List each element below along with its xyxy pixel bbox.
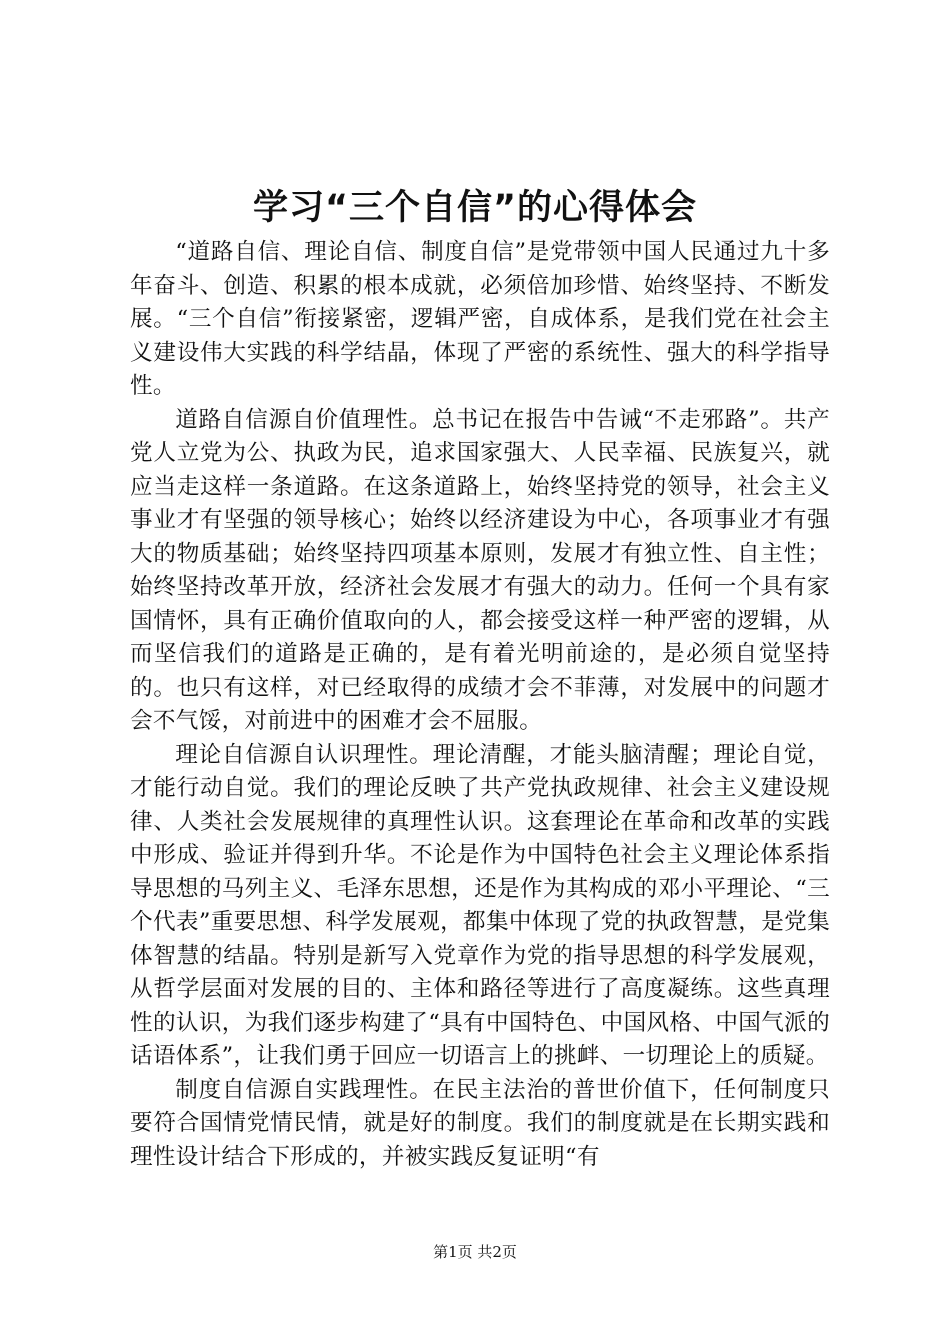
- document-title: 学习“三个自信”的心得体会: [252, 188, 697, 228]
- paragraph-system-confidence: 制度自信源自实践理性。在民主法治的普世价值下，任何制度只要符合国情党情民情，就是好的制度。我们的制度就是在长期实践和理性设计结合下形成的，并被实践反复证明“有: [130, 1076, 830, 1170]
- paragraph-theory-confidence: 理论自信源自认识理性。理论清醒，才能头脑清醒；理论自觉，才能行动自觉。我们的理论反映了共产党执政规律、社会主义建设规律、人类社会发展规律的真理性认识。这套理论在革命和改革的实践中形成、验证并得到升华。不论是作为中国特色社会主义理论体系指导思想的马列主义、毛泽东思想，还是作为其构成的邓小平理论、“三个代表”重要思想、科学发展观，都集中体现了党的执政智慧，是党集体智慧的结晶。特别是新写入党章作为党的指导思想的科学发展观，从哲学层面对发展的目的、主体和路径等进行了高度凝练。这些真理性的认识，为我们逐步构建了“具有中国特色、中国风格、中国气派的话语体系”，让我们勇于回应一切语言上的挑衅、一切理论上的质疑。: [130, 741, 830, 1069]
- paragraph-path-confidence: 道路自信源自价值理性。总书记在报告中告诫“不走邪路”。共产党人立党为公、执政为民，追求国家强大、人民幸福、民族复兴，就应当走这样一条道路。在这条道路上，始终坚持党的领导，社会主义事业才有坚强的领导核心；始终以经济建设为中心，各项事业才有强大的物质基础；始终坚持四项基本原则，发展才有独立性、自主性；始终坚持改革开放，经济社会发展才有强大的动力。任何一个具有家国情怀，具有正确价值取向的人，都会接受这样一种严密的逻辑，从而坚信我们的道路是正确的，是有着光明前途的，是必须自觉坚持的。也只有这样，对已经取得的成绩才会不菲薄，对发展中的问题才会不气馁，对前进中的困难才会不屈服。: [130, 406, 830, 734]
- document-body: [130, 236, 830, 1174]
- paragraph-intro: “道路自信、理论自信、制度自信”是党带领中国人民通过九十多年奋斗、创造、积累的根本成就，必须倍加珍惜、始终坚持、不断发展。“三个自信”衔接紧密，逻辑严密，自成体系，是我们党在社会主义建设伟大实践的科学结晶，体现了严密的系统性、强大的科学指导性。: [130, 239, 830, 399]
- page-footer: 第1页 共2页: [433, 1243, 517, 1261]
